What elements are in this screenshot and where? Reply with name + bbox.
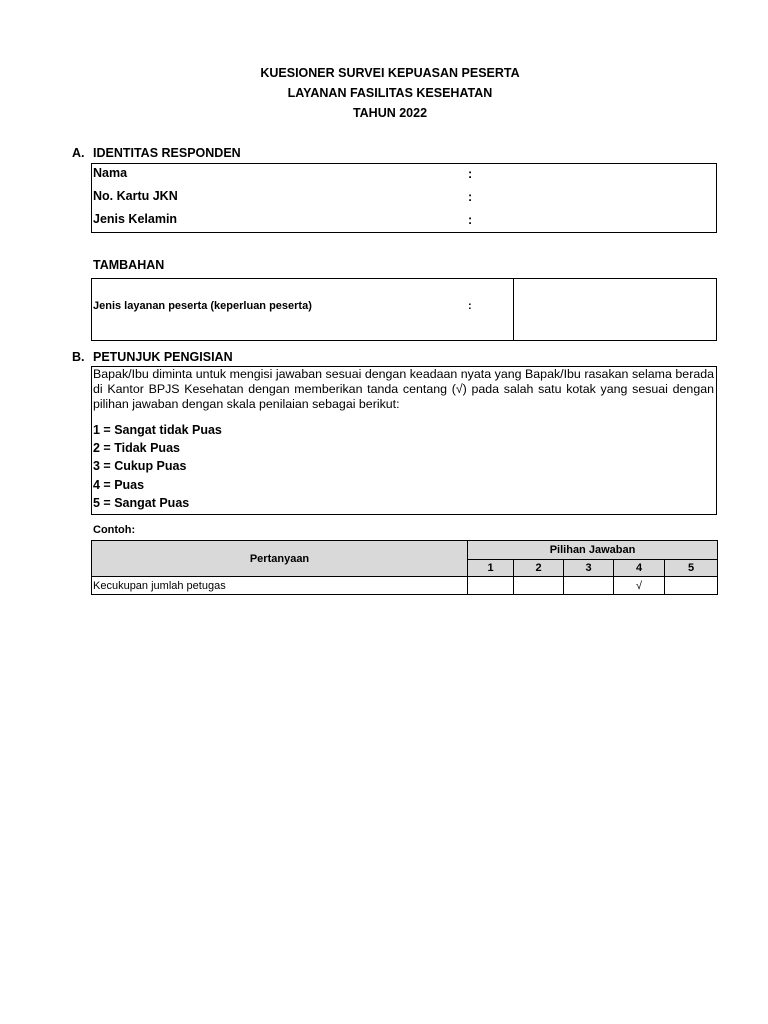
field-label-jenis-kelamin: Jenis Kelamin — [93, 212, 178, 226]
scale-item-3: 3 = Cukup Puas — [93, 459, 187, 473]
title-line-1: KUESIONER SURVEI KEPUASAN PESERTA — [260, 66, 520, 80]
tambahan-label-box — [91, 278, 514, 341]
example-row — [92, 577, 718, 595]
field-label-kartu-jkn: No. Kartu JKN — [93, 189, 178, 203]
example-table — [91, 540, 718, 595]
answer-cell-5[interactable] — [665, 577, 718, 595]
option-header-3: 3 — [564, 560, 614, 577]
scale-item-4: 4 = Puas — [93, 478, 145, 492]
tambahan-answer-box[interactable] — [513, 278, 717, 341]
section-a-letter: A. — [72, 146, 85, 160]
scale-item-1: 1 = Sangat tidak Puas — [93, 423, 222, 437]
option-header-4: 4 — [614, 560, 665, 577]
answer-cell-2[interactable] — [514, 577, 564, 595]
identity-box — [91, 163, 717, 233]
field-colon-kartu-jkn: : — [468, 190, 473, 204]
section-b-title: PETUNJUK PENGISIAN — [93, 350, 233, 364]
scale-item-5: 5 = Sangat Puas — [93, 496, 190, 510]
tambahan-title: TAMBAHAN — [93, 258, 165, 272]
tambahan-field-label: Jenis layanan peserta (keperluan peserta) — [93, 300, 312, 312]
scale-item-2: 2 = Tidak Puas — [93, 441, 180, 455]
example-question: Kecukupan jumlah petugas — [92, 577, 468, 595]
answer-cell-3[interactable] — [564, 577, 614, 595]
title-line-2: LAYANAN FASILITAS KESEHATAN — [287, 86, 493, 100]
section-b-letter: B. — [72, 350, 85, 364]
field-colon-jenis-kelamin: : — [468, 213, 473, 227]
field-label-nama: Nama — [93, 166, 128, 180]
answers-header: Pilihan Jawaban — [468, 541, 718, 560]
answer-cell-1[interactable] — [468, 577, 514, 595]
section-a-title: IDENTITAS RESPONDEN — [93, 146, 241, 160]
option-header-2: 2 — [514, 560, 564, 577]
option-header-5: 5 — [665, 560, 718, 577]
option-header-1: 1 — [468, 560, 514, 577]
instruction-text: Bapak/Ibu diminta untuk mengisi jawaban sesuai dengan keadaan nyata yang Bapak/Ibu rasakan selama berada di Kantor BPJS Kesehatan dengan memberikan tanda centang (√) pada salah satu kotak yang sesuai dengan pilihan jawaban dengan skala penilaian sebagai berikut: — [93, 367, 714, 411]
question-header: Pertanyaan — [92, 541, 468, 577]
answer-cell-4[interactable]: √ — [614, 577, 665, 595]
title-line-3: TAHUN 2022 — [352, 106, 428, 120]
example-label: Contoh: — [93, 524, 136, 536]
tambahan-field-colon: : — [468, 300, 472, 312]
field-colon-nama: : — [468, 167, 473, 181]
